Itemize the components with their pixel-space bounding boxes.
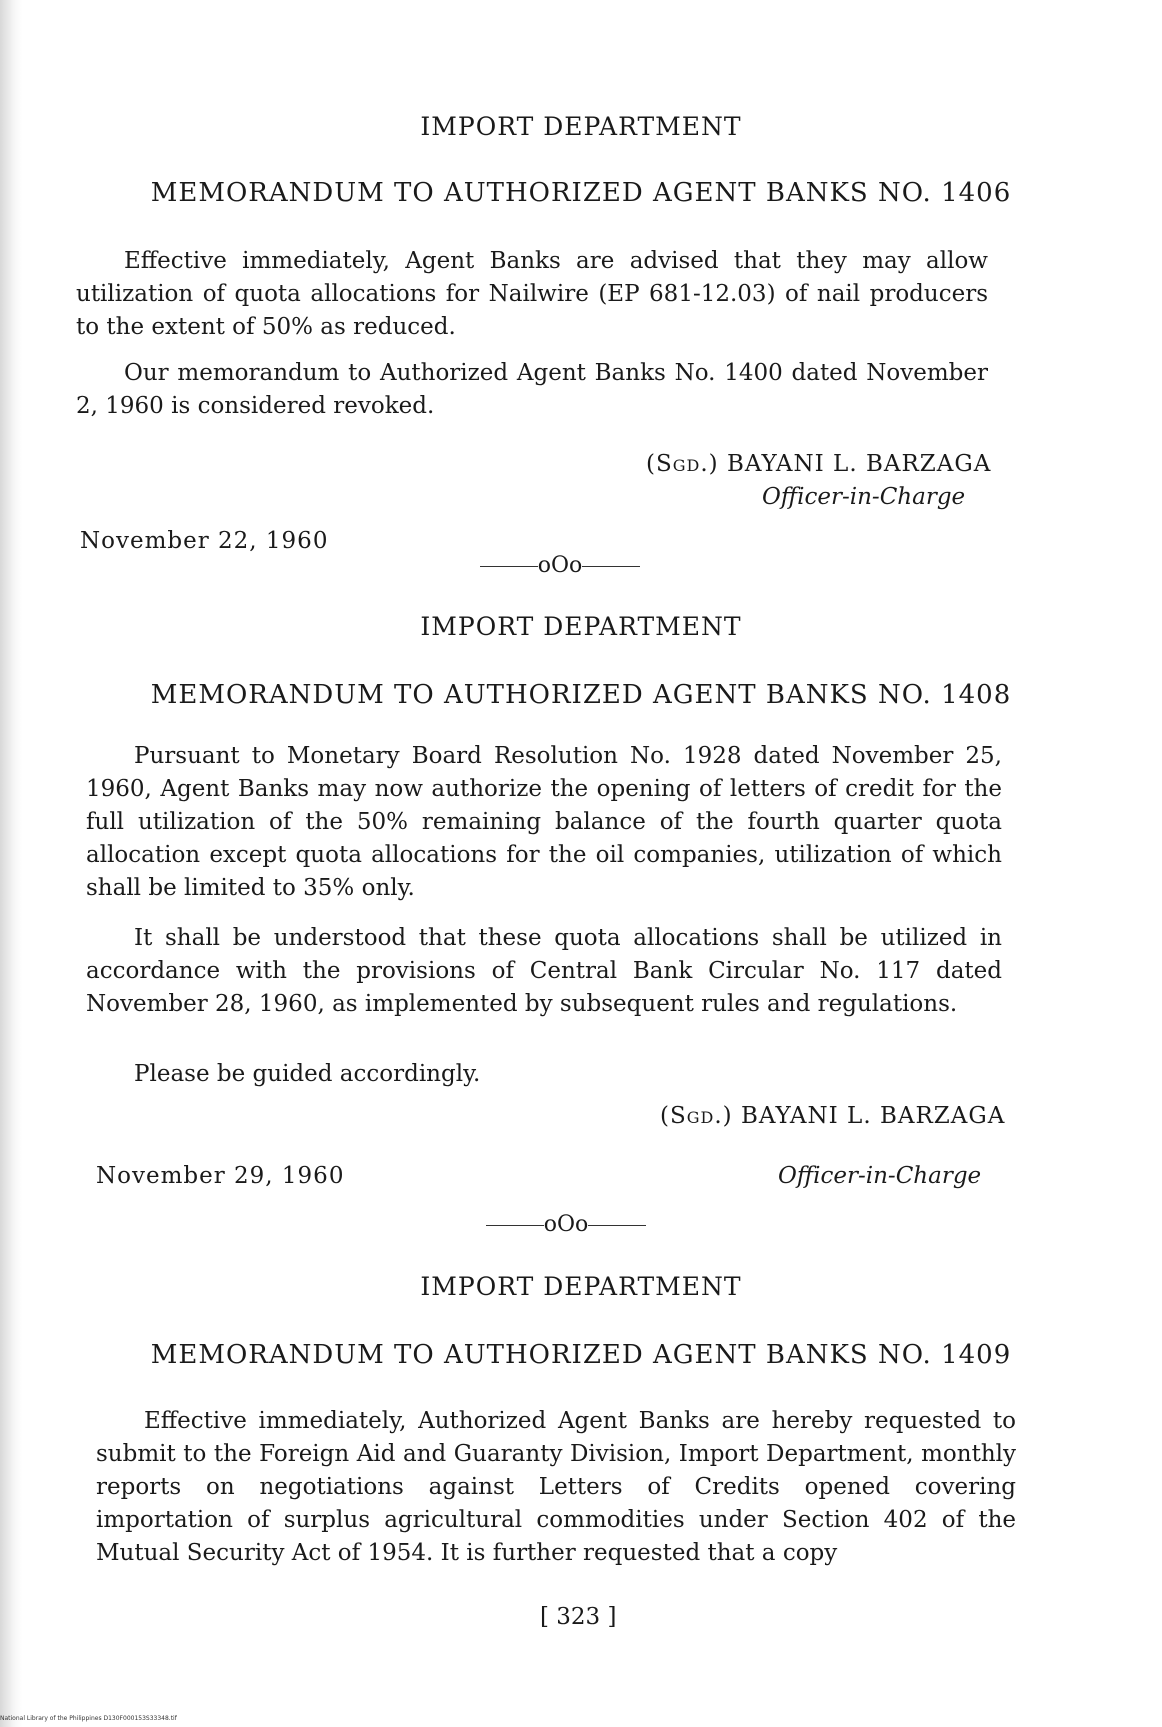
memo-1406-paragraph-1: Effective immediately, Agent Banks are advised that they may allow utilization of quota allocations for Nailwire (EP 681-12.03) of nail producers to the extent of 50% as reduced. (76, 248, 988, 340)
memo-1406-officer-title: Officer-in-Charge (762, 484, 966, 510)
memo-1406-paragraph-2: Our memorandum to Authorized Agent Banks No. 1400 dated November 2, 1960 is considered revoked. (76, 360, 988, 419)
sgd-label: (Sgd.) (660, 1103, 733, 1129)
memo-title-1409: MEMORANDUM TO AUTHORIZED AGENT BANKS NO. 1409 (150, 1340, 1012, 1370)
section-separator-1: oOo (460, 553, 660, 578)
memo-title-1406: MEMORANDUM TO AUTHORIZED AGENT BANKS NO. 1406 (150, 178, 1012, 208)
sgd-label: (Sgd.) (646, 451, 719, 477)
memo-1408-date: November 29, 1960 (96, 1163, 345, 1189)
memo-1408-signature (660, 1103, 1005, 1129)
department-heading-2: IMPORT DEPARTMENT (420, 612, 742, 641)
memo-1408-officer-title: Officer-in-Charge (778, 1163, 982, 1189)
department-heading-3: IMPORT DEPARTMENT (420, 1272, 742, 1301)
memo-1408-paragraph-3: Please be guided accordingly. (134, 1061, 481, 1087)
signatory-name: BAYANI L. BARZAGA (726, 451, 992, 477)
memo-title-1408: MEMORANDUM TO AUTHORIZED AGENT BANKS NO. 1408 (150, 680, 1012, 710)
section-separator-2: oOo (466, 1212, 666, 1237)
signatory-name: BAYANI L. BARZAGA (740, 1103, 1006, 1129)
memo-1409-paragraph-1: Effective immediately, Authorized Agent Banks are hereby requested to submit to the Foreign Aid and Guaranty Division, Import Department, monthly reports on negotiations against Letters of Credits opened covering importation of surplus agricultural commodities under Section 402 of the Mutual Security Act of 1954. It is further requested that a copy (96, 1408, 1016, 1566)
archive-footer: National Library of the Philippines D130F000153S33348.tif (0, 1715, 177, 1722)
memo-1408-paragraph-1: Pursuant to Monetary Board Resolution No. 1928 dated November 25, 1960, Agent Banks may now authorize the opening of letters of credit for the full utilization of the 50% remaining balance of the fourth quarter quota allocation except quota allocations for the oil companies, utilization of which shall be limited to 35% only. (86, 743, 1002, 901)
memo-1406-signature (646, 451, 991, 477)
memo-1408-paragraph-2: It shall be understood that these quota allocations shall be utilized in accordance with the provisions of Central Bank Circular No. 117 dated November 28, 1960, as implemented by subsequent rules and regulations. (86, 925, 1002, 1017)
memo-1406-date: November 22, 1960 (80, 528, 329, 554)
department-heading-1: IMPORT DEPARTMENT (420, 112, 742, 141)
page-number: [ 323 ] (540, 1604, 617, 1630)
